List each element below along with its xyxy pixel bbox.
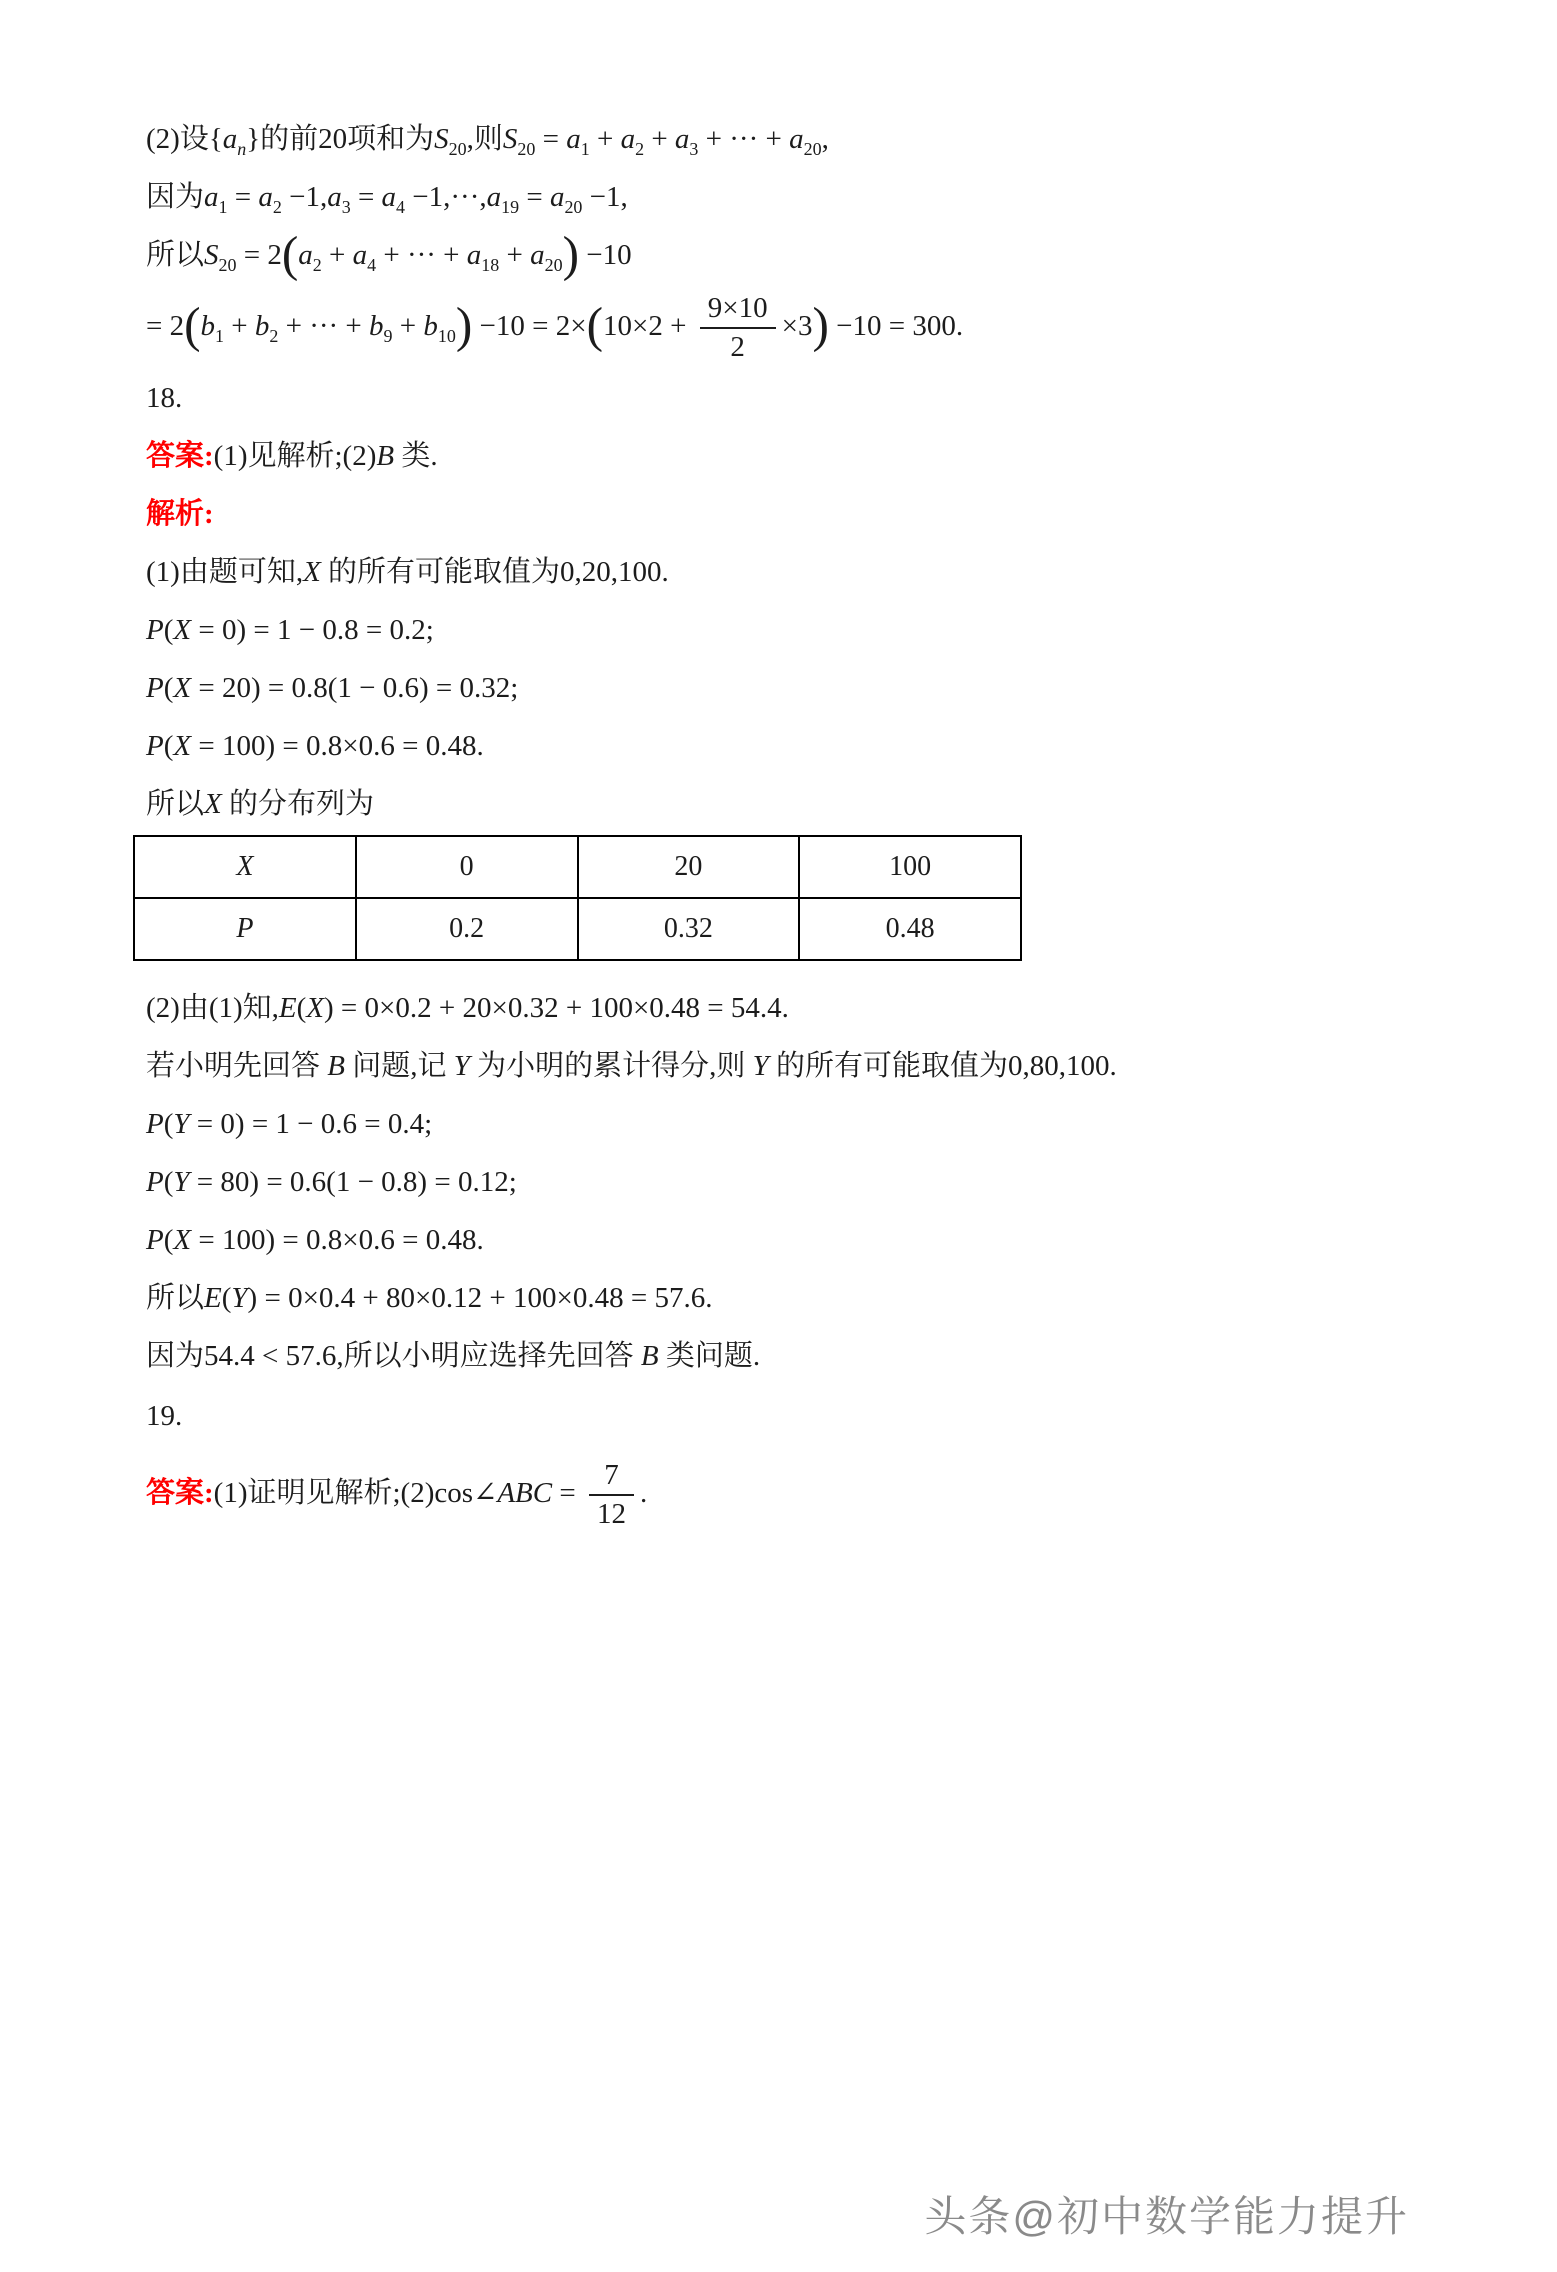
text-segment: 所以 xyxy=(146,239,205,271)
text-segment: (2)设 xyxy=(146,123,209,155)
text-segment: 因为 xyxy=(146,181,205,213)
solution-line xyxy=(146,1161,1417,1203)
text-segment: ) xyxy=(562,226,579,282)
text-segment: B xyxy=(376,439,395,472)
label-red: 答案: xyxy=(146,1476,214,1509)
text-segment: + xyxy=(224,310,255,342)
text-segment: 3 xyxy=(689,138,699,159)
text-segment: X xyxy=(303,555,321,588)
solution-line xyxy=(146,725,1417,767)
text-segment: ) xyxy=(249,1165,260,1198)
text-segment: = xyxy=(535,123,567,155)
text-segment: B xyxy=(327,1049,345,1082)
watermark-text: 头条@初中数学能力提升 xyxy=(924,2193,1409,2240)
text-segment: 因为54.4 < 57.6,所以小明应选择先回答 xyxy=(146,1339,641,1372)
text-segment: 1 xyxy=(218,196,228,217)
text-segment: + xyxy=(499,239,531,271)
text-segment: = xyxy=(350,181,382,213)
text-segment: { xyxy=(208,123,223,155)
text-segment: X xyxy=(236,850,254,882)
text-segment: a xyxy=(620,123,636,155)
table-row xyxy=(134,836,1021,898)
text-segment: Y xyxy=(231,1281,248,1314)
text-segment: Y xyxy=(173,1107,190,1140)
text-segment: = 0.8×0.6 = 0.48. xyxy=(275,729,484,762)
text-segment: a xyxy=(298,239,313,271)
text-segment: (1)由题可知, xyxy=(146,555,304,588)
text-segment: 的所有可能取值为0,20,100. xyxy=(320,555,669,588)
distribution-table xyxy=(133,835,1022,961)
fraction: $\frac{9\times 10}{2}$ xyxy=(700,292,776,365)
solution-line xyxy=(146,1103,1417,1145)
solution-line xyxy=(146,1335,1417,1377)
text-segment: 的所有可能取值为0,80,100. xyxy=(768,1049,1117,1082)
text-segment: + ··· + xyxy=(698,123,790,155)
solution-line xyxy=(146,176,1417,218)
text-segment: a xyxy=(352,239,368,271)
text-segment: ) xyxy=(236,613,247,646)
answer-line xyxy=(146,435,1417,477)
text-segment: P xyxy=(146,729,164,762)
text-segment: 3 xyxy=(341,196,351,217)
text-segment: 4 xyxy=(396,196,406,217)
text-segment: 10×2 + xyxy=(603,310,694,342)
text-segment: 4 xyxy=(367,254,377,275)
text-segment: b xyxy=(254,310,270,342)
label-red: 答案: xyxy=(146,439,214,472)
text-segment: . xyxy=(639,1476,648,1509)
text-segment: ABC xyxy=(497,1476,553,1509)
text-segment: , xyxy=(821,123,829,155)
text-segment: ( xyxy=(586,297,604,353)
table-cell xyxy=(799,898,1021,960)
text-segment: −10 = 300. xyxy=(828,310,964,342)
text-segment: 18 xyxy=(481,254,500,275)
text-segment: ( xyxy=(163,671,174,704)
text-segment: 0.32 xyxy=(663,912,713,944)
table-cell xyxy=(799,836,1021,898)
text-segment: 20 xyxy=(803,138,822,159)
text-segment: −1, xyxy=(281,181,328,213)
solution-line xyxy=(146,1045,1417,1087)
text-segment: S xyxy=(434,123,449,155)
text-segment: ) xyxy=(250,671,261,704)
text-segment: 10 xyxy=(437,325,456,346)
text-segment: a xyxy=(486,181,502,213)
text-segment: 所以 xyxy=(146,787,205,820)
text-segment: a xyxy=(222,123,238,155)
text-segment: 1 xyxy=(215,325,225,346)
text-segment: + xyxy=(589,123,621,155)
text-segment: P xyxy=(146,1107,164,1140)
text-segment: a xyxy=(789,123,804,155)
text-segment: = 100 xyxy=(191,729,266,762)
text-segment: 18. xyxy=(146,381,183,414)
solution-line xyxy=(146,783,1417,825)
text-segment: 20 xyxy=(544,254,563,275)
text-segment: 20 xyxy=(674,850,703,882)
text-segment: = 2 xyxy=(236,239,282,271)
solution-line xyxy=(146,118,1417,160)
text-segment: ( xyxy=(163,1165,174,1198)
text-segment: a xyxy=(566,123,581,155)
text-segment: = 0.8(1 − 0.6) = 0.32; xyxy=(260,671,519,704)
text-segment: = 0×0.4 + 80×0.12 + 100×0.48 = 57.6. xyxy=(257,1281,713,1314)
text-segment: b xyxy=(369,310,384,342)
text-segment: (1)证明见解析;(2) xyxy=(213,1476,435,1509)
text-segment: = 0×0.2 + 20×0.32 + 100×0.48 = 54.4. xyxy=(333,991,789,1024)
text-segment: E xyxy=(204,1281,222,1314)
text-segment: a xyxy=(674,123,690,155)
text-segment: + ··· + xyxy=(376,239,467,271)
text-segment: a xyxy=(258,181,273,213)
text-segment: P xyxy=(146,1165,164,1198)
text-segment: = 1 − 0.8 = 0.2; xyxy=(246,613,434,646)
text-segment: ) xyxy=(234,1107,245,1140)
text-segment: } xyxy=(246,123,261,155)
text-segment: X xyxy=(173,1223,192,1256)
text-segment: 所以 xyxy=(146,1281,205,1314)
text-segment: a xyxy=(327,181,342,213)
text-segment: X xyxy=(306,991,324,1024)
text-segment: (2)由(1)知, xyxy=(146,991,279,1024)
text-segment: 若小明先回答 xyxy=(146,1049,328,1082)
text-segment: = xyxy=(227,181,259,213)
text-segment: = 2 xyxy=(146,310,185,342)
text-segment: + xyxy=(392,310,424,342)
text-segment: = 0 xyxy=(189,1107,235,1140)
solution-line xyxy=(146,1277,1417,1319)
text-segment: P xyxy=(236,912,254,944)
table-cell xyxy=(134,836,356,898)
text-segment: 类. xyxy=(394,439,438,472)
text-segment: ) xyxy=(247,1281,258,1314)
table-row xyxy=(134,898,1021,960)
text-segment: 0.48 xyxy=(885,912,935,944)
text-segment: 19. xyxy=(146,1399,183,1432)
text-segment: Y xyxy=(173,1165,190,1198)
text-segment: 20 xyxy=(517,138,536,159)
text-segment: 为小明的累计得分,则 xyxy=(469,1049,753,1082)
text-segment: = xyxy=(552,1476,583,1509)
text-segment: 20 xyxy=(218,254,237,275)
text-segment: ) xyxy=(265,729,276,762)
text-segment: = 0 xyxy=(191,613,237,646)
text-segment: ,则 xyxy=(466,123,503,155)
text-segment: ( xyxy=(281,226,299,282)
text-segment: X xyxy=(173,613,192,646)
text-segment: = 1 − 0.6 = 0.4; xyxy=(244,1107,433,1140)
analysis-label xyxy=(146,493,1417,535)
text-segment: n xyxy=(237,138,247,159)
text-segment: ( xyxy=(163,1223,174,1256)
watermark xyxy=(924,2184,1409,2244)
solution-line xyxy=(146,667,1417,709)
text-segment: B xyxy=(640,1339,659,1372)
text-segment: (1)见解析;(2) xyxy=(213,439,377,472)
text-segment: 100 xyxy=(889,850,932,882)
fraction: $\frac{7}{12}$ xyxy=(589,1459,634,1532)
text-segment: 2 xyxy=(272,196,282,217)
text-segment: ) xyxy=(324,991,334,1024)
text-segment: 19 xyxy=(501,196,520,217)
answer-line xyxy=(146,1459,1417,1532)
text-segment: 0.2 xyxy=(449,912,485,944)
table-cell xyxy=(578,898,800,960)
text-segment: 的前20项和为 xyxy=(260,123,435,155)
text-segment: 2 xyxy=(312,254,322,275)
text-segment: −10 xyxy=(579,239,632,271)
text-segment: 问题,记 xyxy=(344,1049,454,1082)
problem-number xyxy=(146,1395,1417,1437)
text-segment: ( xyxy=(221,1281,232,1314)
text-segment: 的分布列为 xyxy=(221,787,374,820)
solution-line xyxy=(146,1219,1417,1261)
text-segment: X xyxy=(173,671,192,704)
text-segment: 类问题. xyxy=(658,1339,761,1372)
solution-line xyxy=(146,292,1417,365)
text-segment: ) xyxy=(455,297,473,353)
text-segment: ) xyxy=(812,297,829,353)
text-segment: P xyxy=(146,1223,164,1256)
text-segment: E xyxy=(278,991,297,1024)
text-segment: X xyxy=(204,787,222,820)
text-segment: Y xyxy=(752,1049,769,1082)
table-cell xyxy=(134,898,356,960)
text-segment: + xyxy=(644,123,675,155)
text-segment: b xyxy=(200,310,216,342)
text-segment: ( xyxy=(296,991,307,1024)
label-red: 解析: xyxy=(146,497,214,530)
text-segment: b xyxy=(423,310,438,342)
text-segment: X xyxy=(173,729,192,762)
document-content xyxy=(146,118,1417,1547)
text-segment: S xyxy=(204,239,219,271)
text-segment: cos∠ xyxy=(434,1476,498,1509)
text-segment: ×3 xyxy=(781,310,813,342)
solution-line xyxy=(146,609,1417,651)
text-segment: ) xyxy=(265,1223,276,1256)
text-segment: = 100 xyxy=(191,1223,266,1256)
text-segment: = 20 xyxy=(191,671,251,704)
solution-line xyxy=(146,987,1417,1029)
table-cell xyxy=(578,836,800,898)
text-segment: ( xyxy=(163,613,174,646)
text-segment: a xyxy=(549,181,565,213)
text-segment: a xyxy=(466,239,482,271)
text-segment: a xyxy=(530,239,545,271)
text-segment: = 0.8×0.6 = 0.48. xyxy=(275,1223,484,1256)
text-segment: P xyxy=(146,613,164,646)
text-segment: S xyxy=(502,123,518,155)
text-segment: −1, xyxy=(582,181,628,213)
text-segment: 9 xyxy=(383,325,393,346)
text-segment: ( xyxy=(184,297,201,353)
table-cell xyxy=(356,836,578,898)
text-segment: 2 xyxy=(635,138,645,159)
text-segment: 20 xyxy=(564,196,583,217)
solution-line xyxy=(146,226,1417,282)
text-segment: ( xyxy=(163,1107,174,1140)
text-segment: = 0.6(1 − 0.8) = 0.12; xyxy=(259,1165,517,1198)
text-segment: P xyxy=(146,671,164,704)
text-segment: 2 xyxy=(269,325,279,346)
text-segment: Y xyxy=(453,1049,470,1082)
table-cell xyxy=(356,898,578,960)
text-segment: a xyxy=(381,181,397,213)
solution-line xyxy=(146,551,1417,593)
text-segment: −1,···, xyxy=(405,181,487,213)
text-segment: ( xyxy=(163,729,174,762)
text-segment: + xyxy=(321,239,353,271)
text-segment: 1 xyxy=(580,138,590,159)
text-segment: 0 xyxy=(459,850,474,882)
problem-number xyxy=(146,377,1417,419)
text-segment: + ··· + xyxy=(278,310,370,342)
text-segment: 20 xyxy=(448,138,467,159)
text-segment: −10 = 2× xyxy=(472,310,587,342)
text-segment: = 80 xyxy=(189,1165,250,1198)
text-segment: = xyxy=(519,181,550,213)
text-segment: a xyxy=(204,181,219,213)
